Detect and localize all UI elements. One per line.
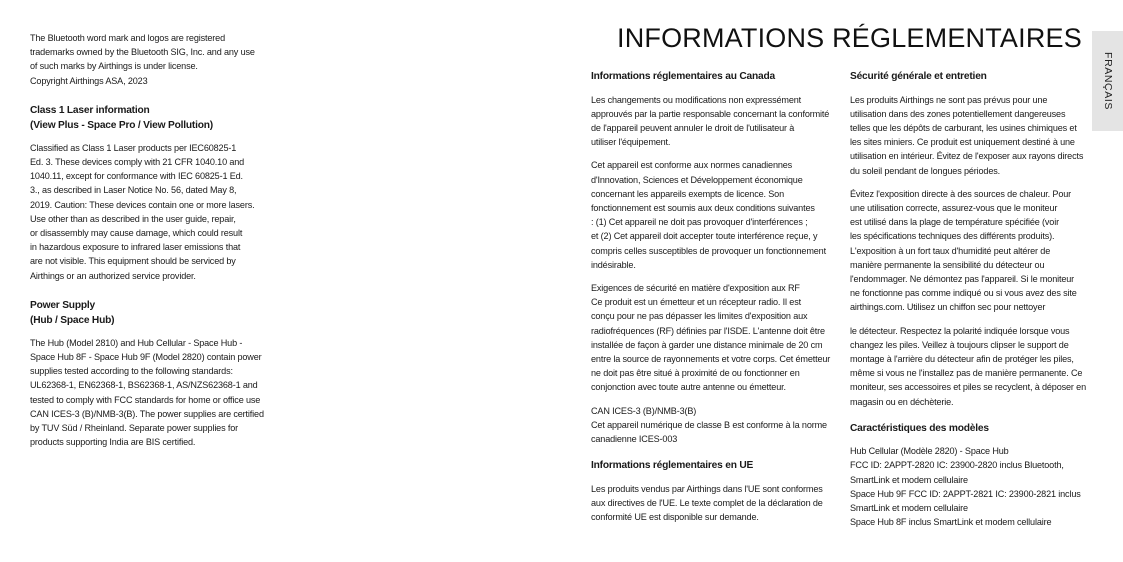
- language-tab-label: FRANÇAIS: [1101, 52, 1114, 110]
- canada-paragraph-1: Les changements ou modifications non expressément approuvés par la partie responsable concernant la conformité de l'appareil peuvent annuler le droit de l'utilisateur à utiliser l'équipement.: [591, 94, 830, 148]
- canada-paragraph-2: Cet appareil est conforme aux normes canadiennes d'Innovation, Sciences et Développement économique concernant les appareils exempts de licence. Son fonctionnement est soumis aux deux conditions suivantes : (1) Cet appareil ne doit pas provoquer d'interférences ; et (2) Cet appareil doit accepter toute interférence reçue, y compris celles susceptibles de provoquer un fonctionnement indésirable.: [591, 160, 826, 270]
- safety-paragraph-2: Évitez l'exposition directe à des sources de chaleur. Pour une utilisation correcte, assurez-vous que le moniteur est utilisé dans la plage de température spécifiée (voir les spécifications techniques des différents produits). L'exposition à un fort taux d'humidité peut altérer de manière permanente la sensibilité du détecteur ou l'endommager. Ne démontez pas l'appareil. Si le moniteur ne fonctionne pas comme indiqué ou si vous avez des site airthings.com. Utilisez un chiffon sec pour nettoyer: [850, 188, 1077, 313]
- bluetooth-trademark-notice: The Bluetooth word mark and logos are registered trademarks owned by the Bluetooth SIG, Inc. and any use of such marks by Airthings is under license. Copyright Airthings ASA, 2023: [30, 33, 255, 86]
- canada-paragraph-4: CAN ICES-3 (B)/NMB-3(B) Cet appareil numérique de classe B est conforme à la norme canadienne ICES-003: [591, 405, 827, 444]
- language-tab: [1092, 31, 1123, 131]
- safety-paragraph-1: Les produits Airthings ne sont pas prévus pour une utilisation dans des zones potentiellement dangereuses telles que les dépôts de carburant, les usines chimiques et les sites miniers. Ce produit est uniquement destiné à une utilisation en intérieur. Évitez de l'exposer aux rayons directs du soleil pendant de longues périodes.: [850, 94, 1084, 176]
- eu-paragraph-1: Les produits vendus par Airthings dans l'UE sont conformes aux directives de l'UE. Le texte complet de la déclaration de conformité UE est disponible sur demande.: [591, 483, 823, 523]
- models-paragraph-1: Hub Cellular (Modèle 2820) - Space Hub FCC ID: 2APPT-2820 IC: 23900-2820 inclus Bluetooth, SmartLink et modem cellulaire Space Hub 9F FCC ID: 2APPT-2821 IC: 23900-2821 inclus SmartLink et modem cellulaire Space Hub 8F inclus SmartLink et modem cellulaire: [850, 446, 1081, 528]
- page-title: INFORMATIONS RÉGLEMENTAIRES: [617, 23, 1082, 53]
- canada-paragraph-3: Exigences de sécurité en matière d'exposition aux RF Ce produit est un émetteur et un récepteur radio. Il est conçu pour ne pas dépasser les limites d'exposition aux radiofréquences (RF) définies par l'ISDE. L'antenne doit être installée de façon à garder une distance minimale de 20 cm entre la source de rayonnements et votre corps. Cet émetteur ne doit pas être situé à proximité de ou fonctionner en conjonction avec toute autre antenne ou émetteur.: [591, 282, 831, 393]
- middle-column: [591, 69, 839, 533]
- left-column: [30, 31, 280, 449]
- models-heading: Caractéristiques des modèles: [850, 422, 989, 434]
- laser-info-heading: Class 1 Laser information (View Plus - Space Pro / View Pollution): [30, 104, 213, 132]
- eu-heading: Informations réglementaires en UE: [591, 460, 754, 472]
- safety-paragraph-3: le détecteur. Respectez la polarité indiquée lorsque vous changez les piles. Veillez à toujours clipser le support de montage à l'arrière du détecteur afin de protéger les piles, même si vous ne l'installez pas de manière permanente. Ce moniteur, ses accessoires et piles se recyclent, à déposer en magasin ou en déchèterie.: [850, 325, 1086, 407]
- power-supply-heading: Power Supply (Hub / Space Hub): [30, 299, 115, 327]
- laser-info-body: Classified as Class 1 Laser products per IEC60825-1 Ed. 3. These devices comply with 21 CFR 1040.10 and 1040.11, except for conformance with IEC 60825-1 Ed. 3., as described in Laser Notice No. 56, dated May 8, 2019. Caution: These devices contain one or more lasers. Use other than as described in the user guide, repair, or disassembly may cause damage, which could result in hazardous exposure to infrared laser emissions that are not visible. This equipment should be serviced by Airthings or an authorized service provider.: [30, 142, 255, 281]
- power-supply-body: The Hub (Model 2810) and Hub Cellular - Space Hub - Space Hub 8F - Space Hub 9F (Model 2820) contain power supplies tested according to the following standards: UL62368-1, EN62368-1, BS62368-1, AS/NZS62368-1 and tested to comply with FCC standards for home or office use CAN ICES-3 (B)/NMB-3(B). The power supplies are certified by TUV Süd / Rheinland. Separate power supplies for products supporting India are BIS certified.: [30, 337, 264, 448]
- safety-heading: Sécurité générale et entretien: [850, 71, 987, 82]
- right-column: [850, 69, 1092, 538]
- canada-heading: Informations réglementaires au Canada: [591, 71, 775, 82]
